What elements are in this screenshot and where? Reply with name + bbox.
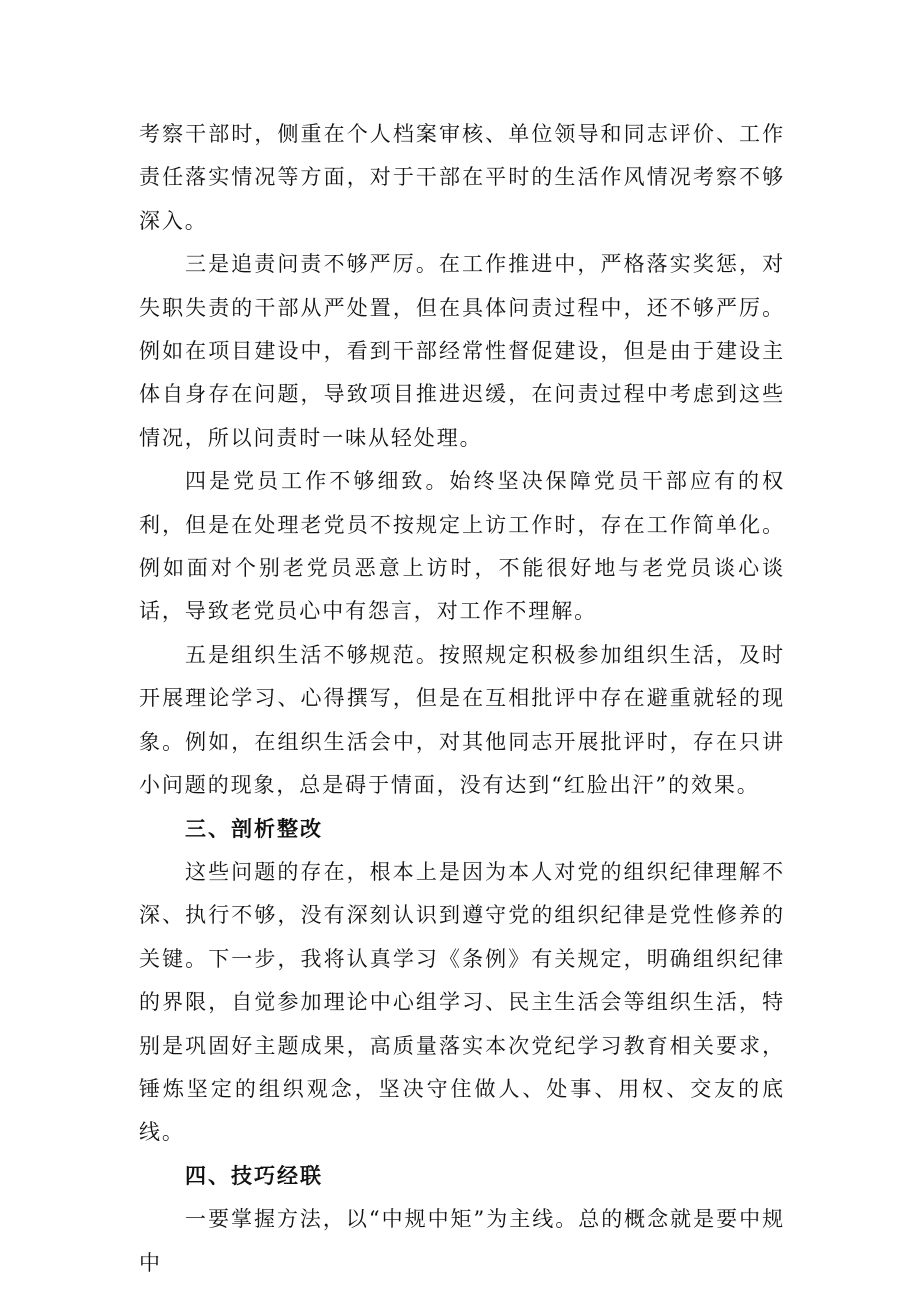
paragraph-continuation: 考察干部时，侧重在个人档案审核、单位领导和同志评价、工作责任落实情况等方面，对于干部在平时的生活作风情况考察不够深入。 [139, 122, 785, 233]
section-heading-techniques: 四、技巧经联 [185, 1163, 323, 1188]
paragraph-accountability: 三是追责问责不够严厉。在工作推进中，严格落实奖惩，对失职失责的干部从严处置，但在具体问责过程中，还不够严厉。例如在项目建设中，看到干部经常性督促建设，但是由于建设主体自身存在问题，导致项目推进迟缓，在问责过程中考虑到这些情况，所以问责时一味从轻处理。 [139, 252, 785, 450]
document-page [139, 113, 785, 1285]
paragraph-method: 一要掌握方法，以“中规中矩”为主线。总的概念就是要中规中 [139, 1207, 785, 1275]
paragraph-party-member-work: 四是党员工作不够细致。始终坚决保障党员干部应有的权利，但是在处理老党员不按规定上访工作时，存在工作简单化。例如面对个别老党员恶意上访时，不能很好地与老党员谈心谈话，导致老党员心中有怨言，对工作不理解。 [139, 469, 785, 624]
paragraph-organizational-life: 五是组织生活不够规范。按照规定积极参加组织生活，及时开展理论学习、心得撰写，但是在互相批评中存在避重就轻的现象。例如，在组织生活会中，对其他同志开展批评时，存在只讲小问题的现象，总是碍于情面，没有达到“红脸出汗”的效果。 [139, 642, 785, 798]
paragraph-rectification: 这些问题的存在，根本上是因为本人对党的组织纪律理解不深、执行不够，没有深刻认识到遵守党的组织纪律是党性修养的关键。下一步，我将认真学习《条例》有关规定，明确组织纪律的界限，自觉参加理论中心组学习、民主生活会等组织生活，特别是巩固好主题成果，高质量落实本次党纪学习教育相关要求，锤炼坚定的组织观念，坚决守住做人、处事、用权、交友的底线。 [139, 859, 785, 1145]
section-heading-analysis: 三、剖析整改 [185, 816, 323, 841]
